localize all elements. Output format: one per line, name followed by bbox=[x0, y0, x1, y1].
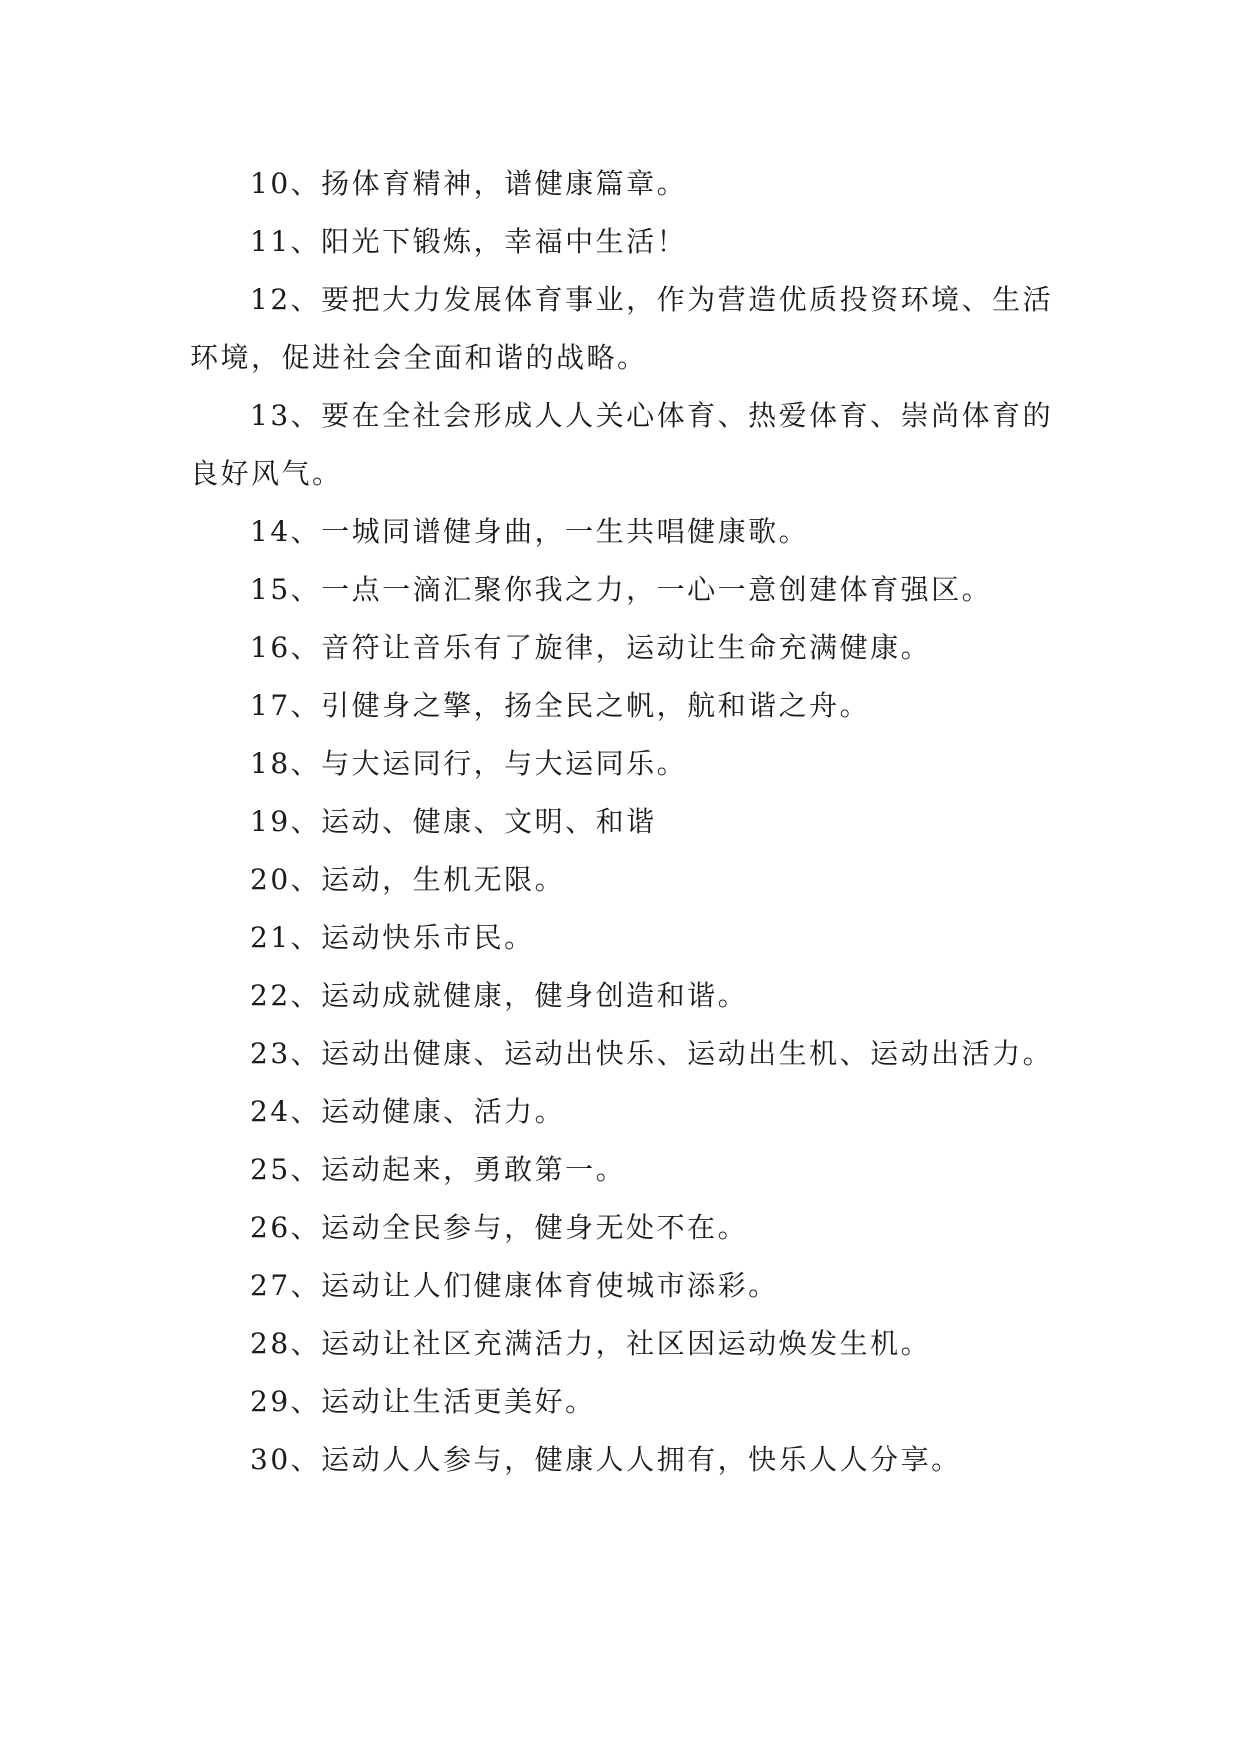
slogan-item: 12、要把大力发展体育事业，作为营造优质投资环境、生活环境，促进社会全面和谐的战略。 bbox=[190, 283, 1054, 374]
slogan-item: 27、运动让人们健康体育使城市添彩。 bbox=[250, 1269, 779, 1302]
slogan-item: 17、引健身之擎，扬全民之帆，航和谐之舟。 bbox=[250, 689, 871, 722]
slogan-item: 11、阳光下锻炼，幸福中生活！ bbox=[250, 225, 688, 258]
slogan-item: 26、运动全民参与，健身无处不在。 bbox=[250, 1211, 749, 1244]
slogan-item: 30、运动人人参与，健康人人拥有，快乐人人分享。 bbox=[250, 1443, 962, 1476]
slogan-item: 16、音符让音乐有了旋律，运动让生命充满健康。 bbox=[250, 631, 932, 664]
slogan-item: 24、运动健康、活力。 bbox=[250, 1095, 566, 1128]
slogan-item: 18、与大运同行，与大运同乐。 bbox=[250, 747, 688, 780]
slogan-item: 19、运动、健康、文明、和谐 bbox=[250, 805, 657, 838]
slogan-item: 28、运动让社区充满活力，社区因运动焕发生机。 bbox=[250, 1327, 932, 1360]
slogan-item: 22、运动成就健康，健身创造和谐。 bbox=[250, 979, 749, 1012]
slogan-item: 20、运动，生机无限。 bbox=[250, 863, 566, 896]
slogan-item: 23、运动出健康、运动出快乐、运动出生机、运动出活力。 bbox=[250, 1037, 1054, 1070]
slogan-item: 15、一点一滴汇聚你我之力，一心一意创建体育强区。 bbox=[250, 573, 993, 606]
slogan-item: 14、一城同谱健身曲，一生共唱健康歌。 bbox=[250, 515, 810, 548]
slogan-item: 10、扬体育精神，谱健康篇章。 bbox=[250, 167, 688, 200]
slogan-item: 29、运动让生活更美好。 bbox=[250, 1385, 596, 1418]
slogan-item: 13、要在全社会形成人人关心体育、热爱体育、崇尚体育的良好风气。 bbox=[190, 399, 1054, 490]
slogan-item: 25、运动起来，勇敢第一。 bbox=[250, 1153, 627, 1186]
slogan-list bbox=[190, 155, 1070, 1489]
slogan-item: 21、运动快乐市民。 bbox=[250, 921, 535, 954]
